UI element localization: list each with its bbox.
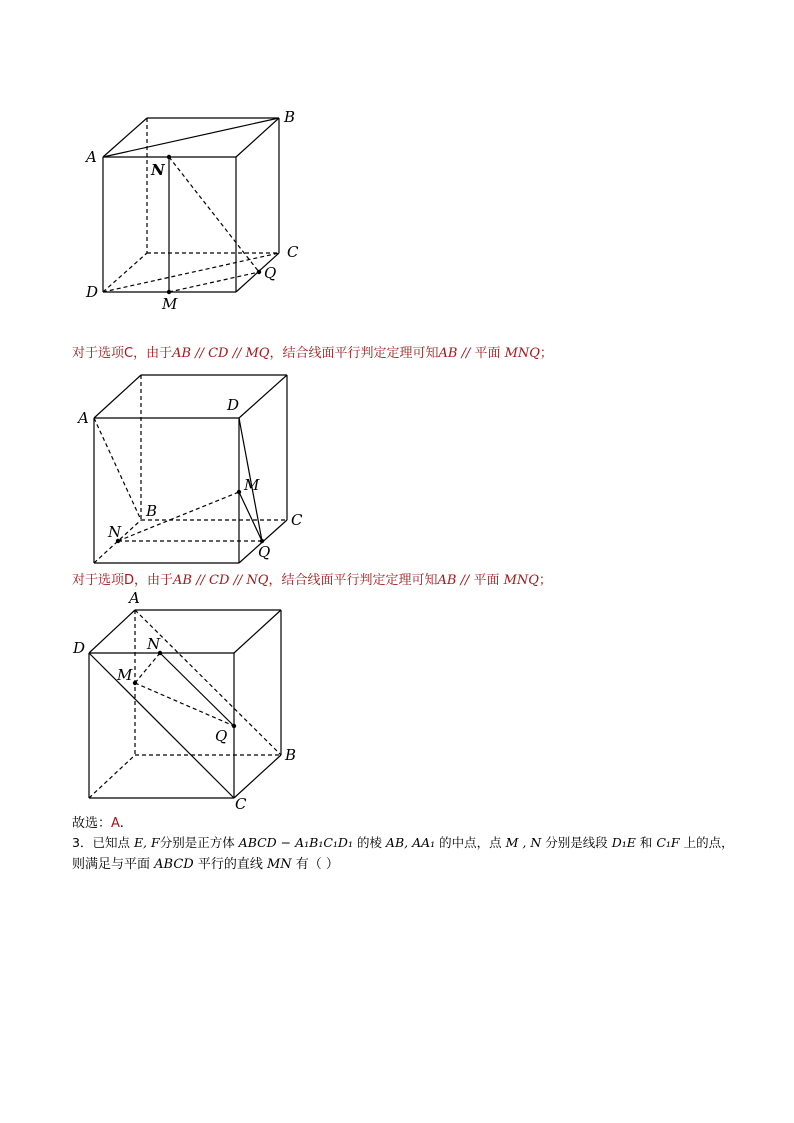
figure3-lines [89,610,281,798]
label-N: N [147,635,161,653]
label-C: C [287,243,299,261]
label-A: A [78,409,89,427]
problem-3-line-2: 则满足与平面 ABCD 平行的直线 MN 有（ ） [72,857,339,872]
option-c-text: 对于选项C，由于AB // CD // MQ，结合线面平行判定定理可知AB // 平面 MNQ； [72,346,553,361]
label-D: D [227,396,240,414]
label-D: D [73,639,86,657]
label-Q: Q [264,264,277,282]
answer-line: 故选：A. [72,816,124,831]
label-M: M [117,666,133,684]
label-B: B [284,108,296,126]
label-M: M [162,295,178,313]
label-A: A [129,589,140,607]
label-N: N [151,161,165,179]
label-B: B [146,502,158,520]
label-C: C [291,511,303,529]
label-D: D [86,283,99,301]
problem-3-line-1: 3．已知点 E, F分别是正方体 ABCD − A₁B₁C₁D₁ 的棱 AB, AA₁ 的中点，点 M , N 分别是线段 D₁E 和 C₁F 上的点， [72,835,734,850]
label-Q: Q [258,543,271,561]
label-Q: Q [215,727,228,745]
label-C: C [235,795,247,813]
label-B: B [285,746,297,764]
label-M: M [244,476,260,494]
label-N: N [108,523,122,541]
figure2-lines [94,375,287,563]
option-d-text: 对于选项D，由于AB // CD // NQ，结合线面平行判定定理可知AB // 平面 MNQ； [72,573,552,588]
figure1-lines [103,118,279,294]
label-A: A [86,148,97,166]
